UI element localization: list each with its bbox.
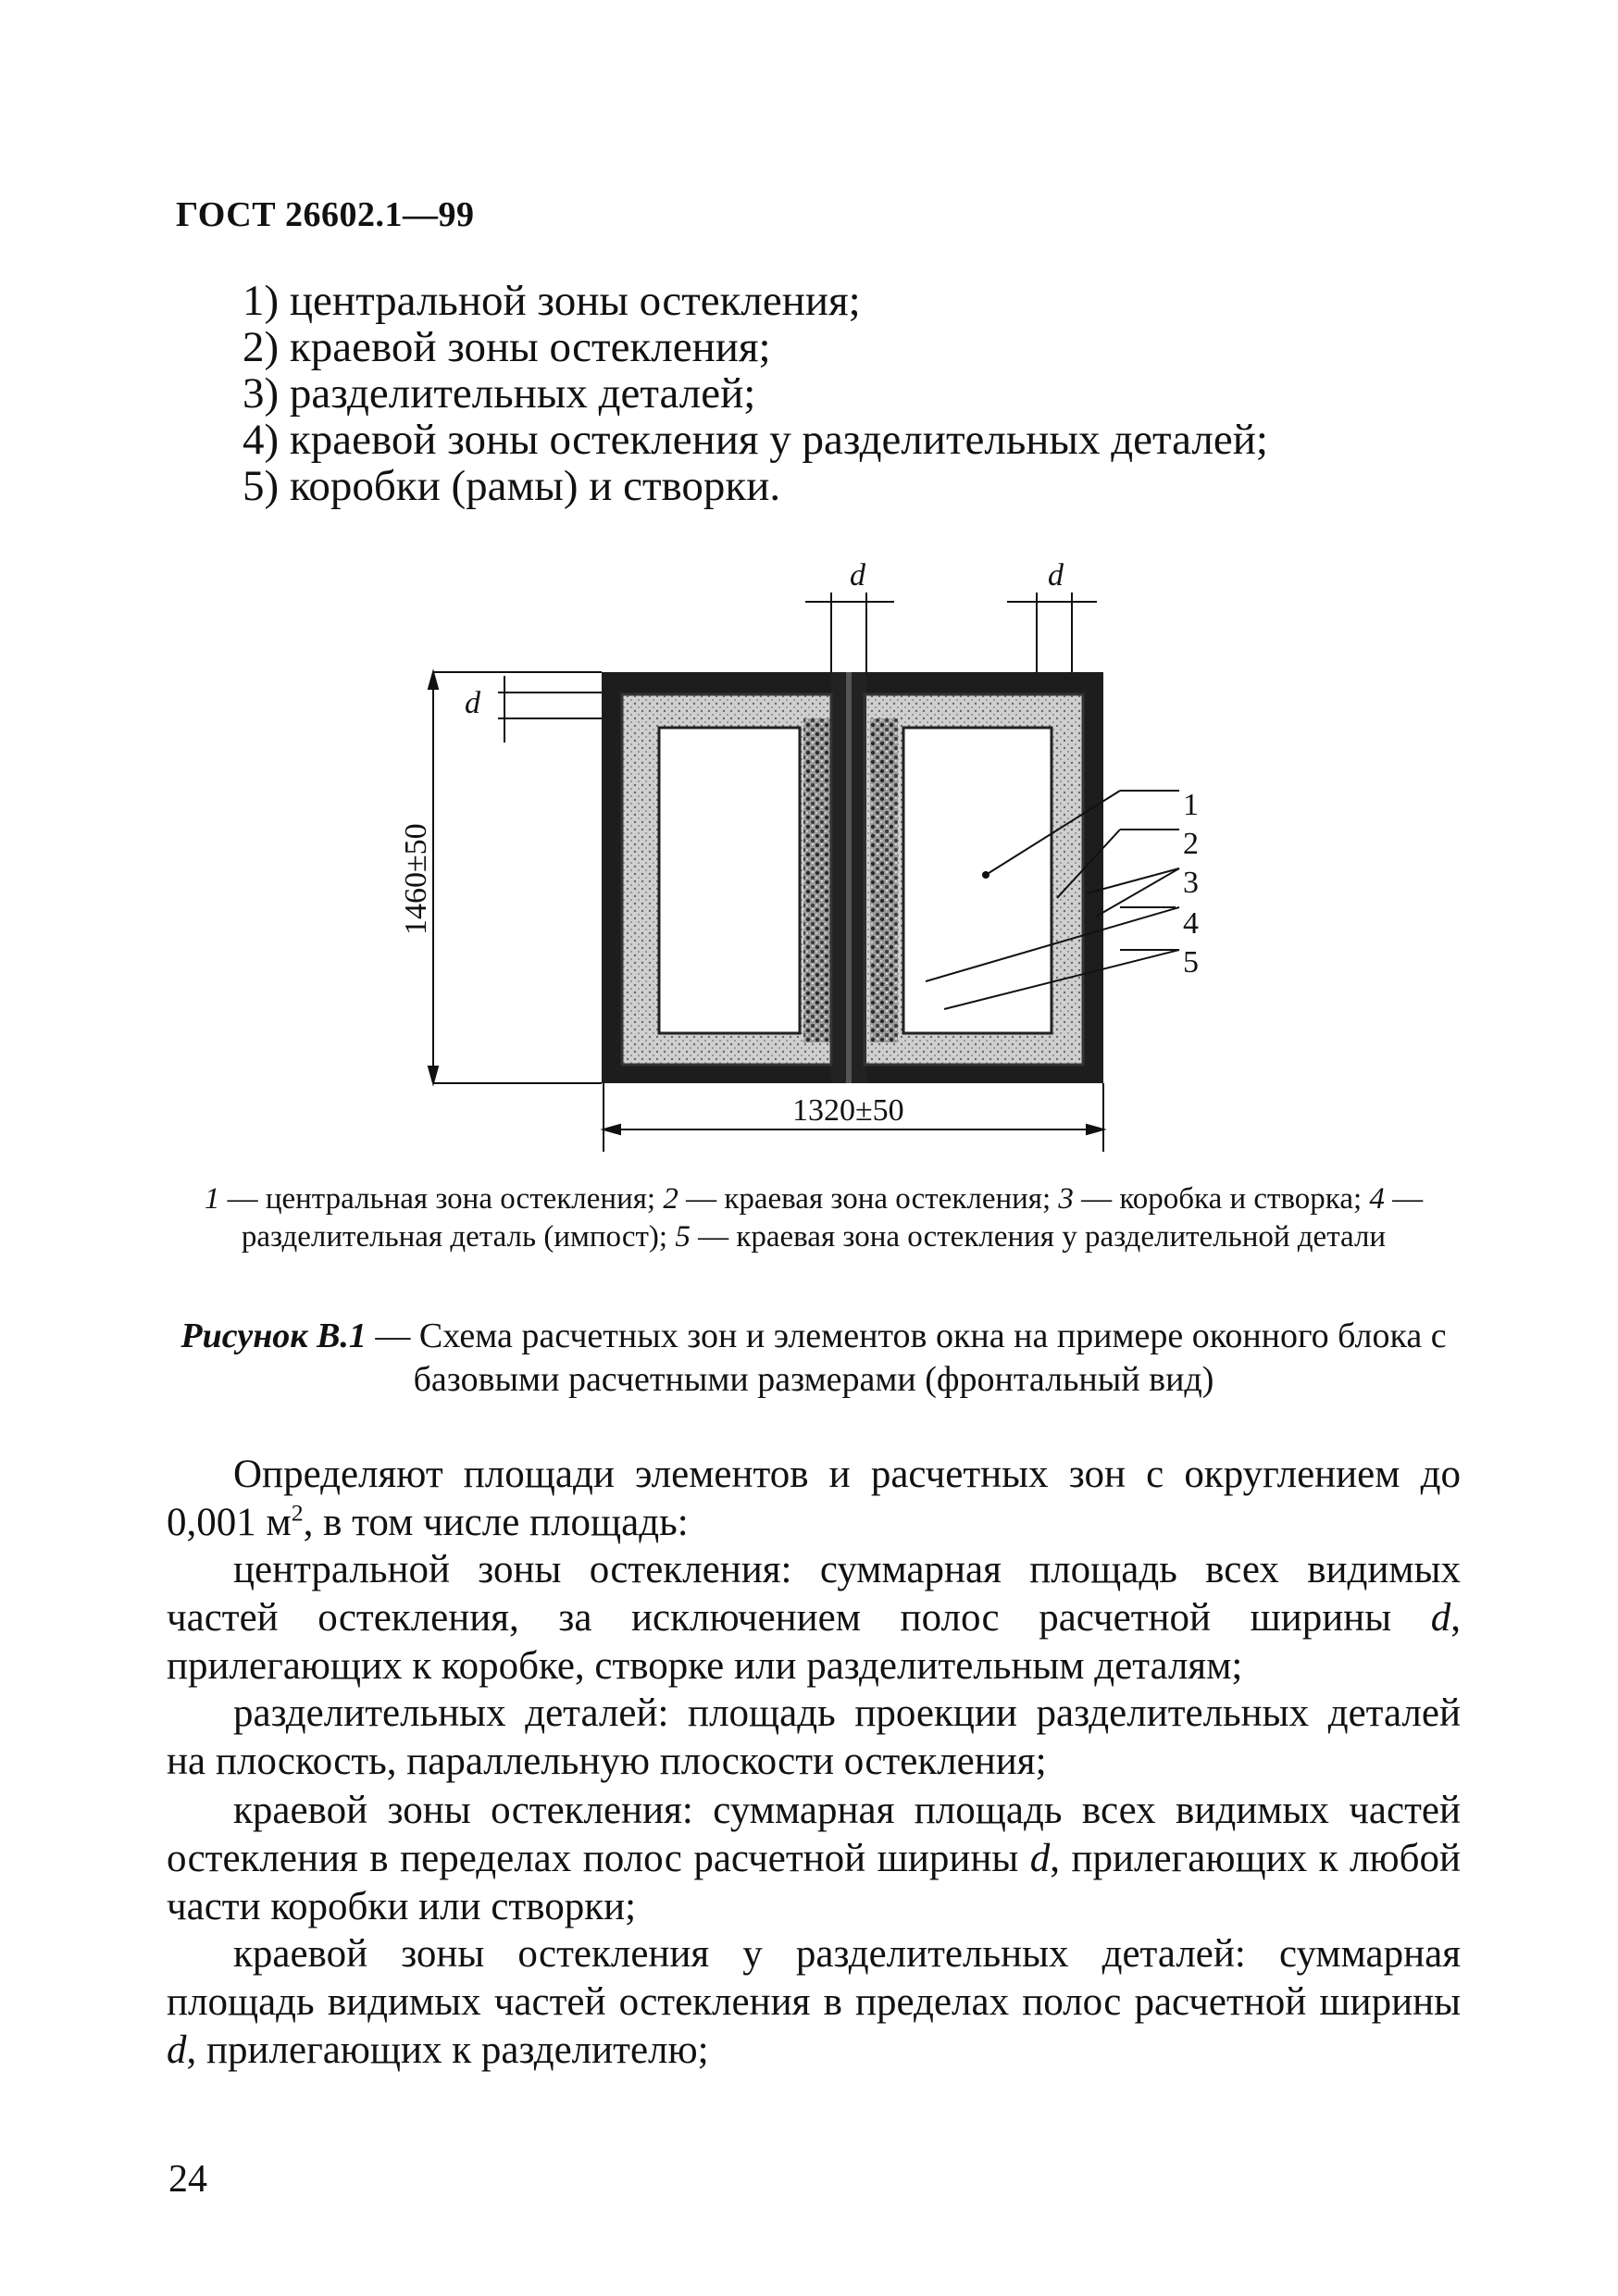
dim-height — [429, 672, 602, 1083]
legend-item: 5 — краевая зона остекления у разделительной детали — [675, 1220, 1387, 1254]
figure-caption — [167, 1315, 1461, 1402]
legend-item: 3 — коробка и створка; — [1058, 1182, 1370, 1216]
legend-item: 2 — краевая зона остекления; — [663, 1182, 1059, 1216]
callout-label-2: 2 — [1183, 827, 1199, 861]
callout-label-4: 4 — [1183, 906, 1199, 941]
window-diagram — [389, 546, 1259, 1176]
dim-d-vertical — [498, 676, 602, 742]
glass-pane-left — [659, 728, 800, 1033]
dim-d-label: d — [465, 686, 480, 720]
caption-label: Рисунок В.1 — [180, 1316, 367, 1355]
list-item: 2) краевой зоны остекления; — [243, 323, 771, 371]
paragraph: краевой зоны остекления: суммарная площадь всех видимых частей остекления в переделах полос расчетной ширины d, прилегающих к любой части коробки или створки; — [167, 1789, 1461, 1928]
paragraph: Определяют площади элементов и расчетных зон с округлением до 0,001 $м^2$, в том числе площадь: — [167, 1453, 1461, 1544]
caption-text: — Схема расчетных зон и элементов окна на примере оконного блока с базовыми расчетными размерами (фронтальный вид) — [366, 1316, 1447, 1399]
list-item: 1) центральной зоны остекления; — [243, 277, 861, 325]
callout-label-5: 5 — [1183, 945, 1199, 980]
dim-d-label: d — [1048, 558, 1064, 593]
figure-legend — [167, 1180, 1461, 1256]
callout-label-3: 3 — [1183, 866, 1199, 900]
legend-item: 1 — центральная зона остекления; — [204, 1182, 664, 1216]
paragraph: центральной зоны остекления: суммарная площадь всех видимых частей остекления, за исключением полос расчетной ширины d, прилегающих к коробке, створке или разделительным деталям; — [167, 1548, 1461, 1688]
separator-edge-left — [803, 718, 833, 1042]
list-item: 4) краевой зоны остекления у разделительных деталей; — [243, 416, 1268, 464]
callout-label-1: 1 — [1183, 788, 1199, 822]
page-header: ГОСТ 26602.1—99 — [176, 195, 475, 234]
paragraph: краевой зоны остекления у разделительных деталей: суммарная площадь видимых частей остекления в пределах полос расчетной ширины d, прилегающих к разделителю; — [167, 1932, 1461, 2072]
page-number: 24 — [168, 2158, 207, 2201]
separator-edge-right — [870, 718, 898, 1042]
height-label: 1460±50 — [399, 823, 433, 935]
list-item: 3) разделительных деталей; — [243, 369, 756, 418]
zone-list — [243, 278, 1268, 509]
dim-d-right — [1007, 593, 1097, 672]
dim-d-label: d — [850, 558, 865, 593]
dim-d-left — [805, 593, 894, 672]
paragraph: разделительных деталей: площадь проекции разделительных деталей на плоскость, параллельную плоскости остекления; — [167, 1691, 1461, 1783]
list-item: 5) коробки (рамы) и створки. — [243, 462, 781, 510]
width-label: 1320±50 — [792, 1093, 904, 1128]
legend-item: 4 — разделительная деталь (импост); — [241, 1182, 1424, 1254]
